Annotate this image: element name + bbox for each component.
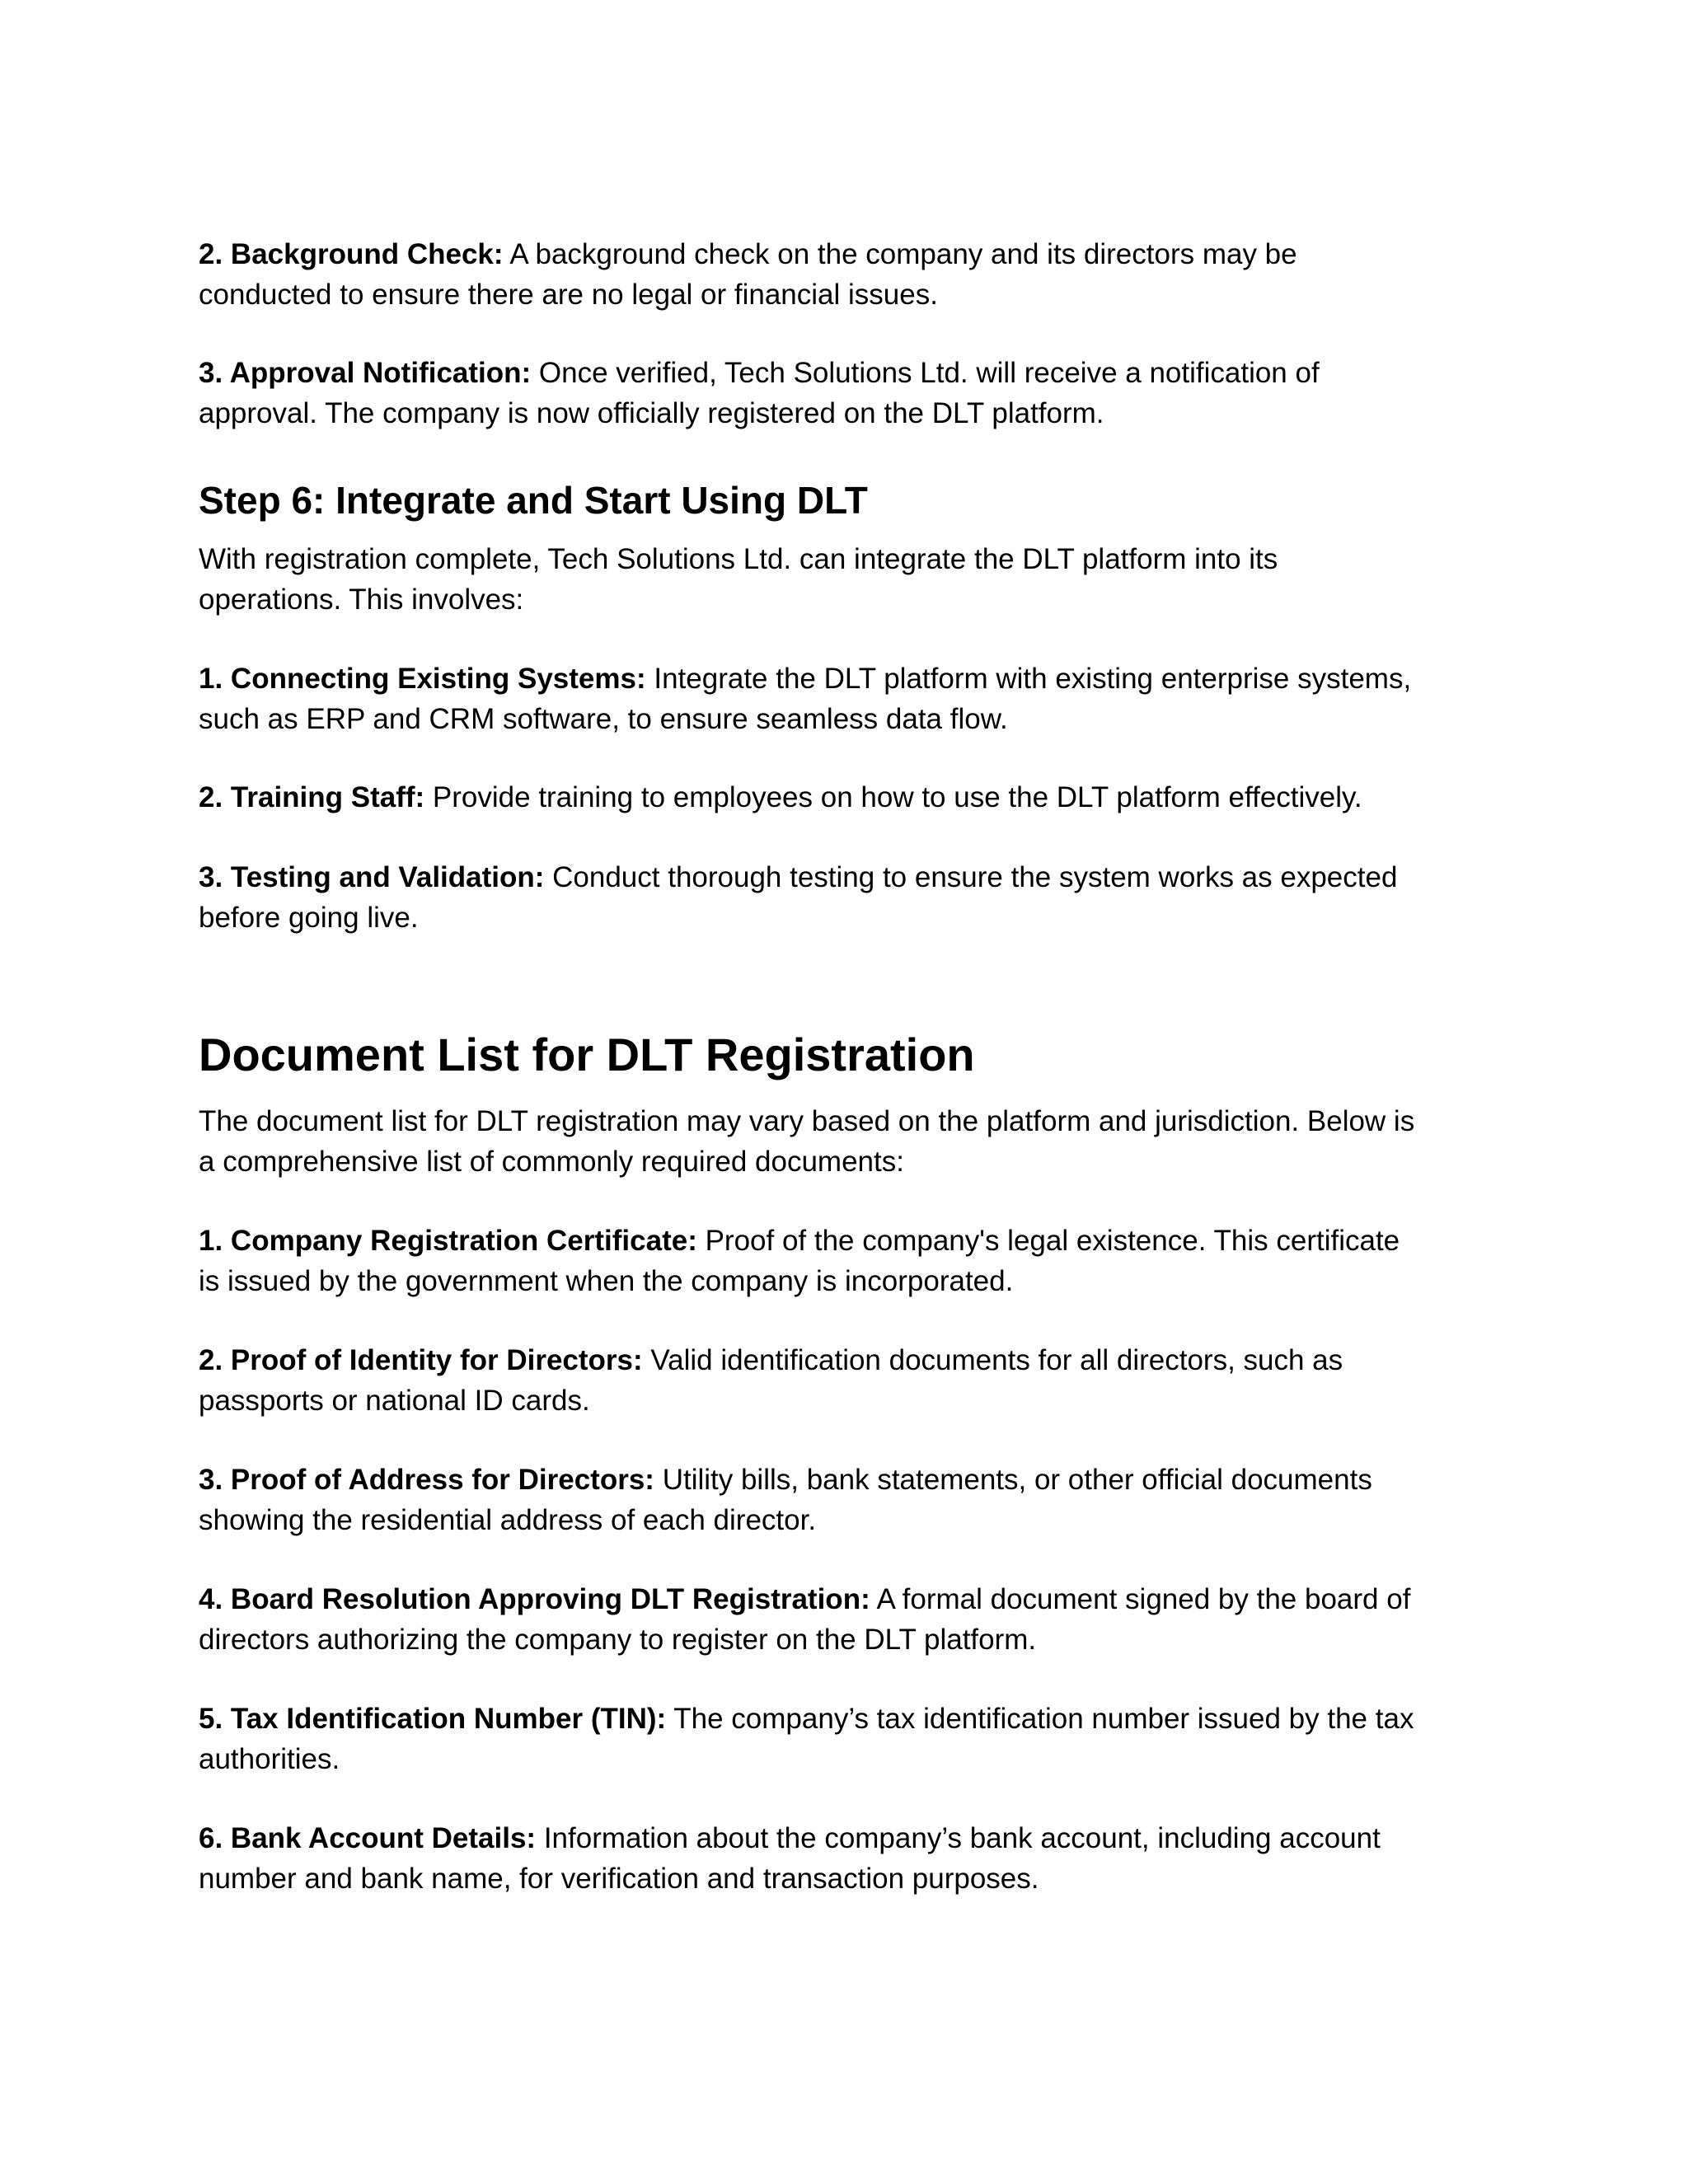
list-item-text: Conduct thorough testing to ensure the system works as expected <box>544 861 1398 893</box>
list-item-connecting-systems <box>199 658 1501 739</box>
list-item-text: Utility bills, bank statements, or other official documents <box>654 1464 1372 1496</box>
list-item-registration-certificate <box>199 1221 1501 1301</box>
list-item-line <box>199 1579 1501 1619</box>
list-item-text-continued: before going live. <box>199 902 419 934</box>
list-item-text: A formal document signed by the board of <box>870 1583 1411 1615</box>
list-item-line <box>199 857 1501 898</box>
list-item-label: 2. Proof of Identity for Directors: <box>199 1344 643 1376</box>
list-item-label: 4. Board Resolution Approving DLT Registration: <box>199 1583 870 1615</box>
list-item-text: Provide training to employees on how to use the DLT platform effectively. <box>424 781 1362 813</box>
list-item-text-continued: such as ERP and CRM software, to ensure seamless data flow. <box>199 703 1008 735</box>
list-item-line <box>199 353 1501 393</box>
list-item-text-continued: passports or national ID cards. <box>199 1385 590 1417</box>
list-item-label: 1. Company Registration Certificate: <box>199 1225 697 1257</box>
list-item-background-check <box>199 234 1501 315</box>
list-item-label: 3. Proof of Address for Directors: <box>199 1464 654 1496</box>
list-item-line <box>199 658 1501 699</box>
list-item-approval-notification <box>199 353 1501 434</box>
list-item-bank-account <box>199 1818 1501 1899</box>
list-item-label: 1. Connecting Existing Systems: <box>199 663 646 695</box>
list-item-label: 2. Background Check: <box>199 238 504 270</box>
document-list-heading: Document List for DLT Registration <box>199 1029 975 1080</box>
step6-intro-line2: operations. This involves: <box>199 583 524 616</box>
list-item-text-continued: approval. The company is now officially registered on the DLT platform. <box>199 397 1104 429</box>
list-item-text-continued: is issued by the government when the company is incorporated. <box>199 1265 1014 1297</box>
list-item-label: 5. Tax Identification Number (TIN): <box>199 1703 667 1735</box>
list-item-label: 6. Bank Account Details: <box>199 1822 537 1854</box>
list-item-text-continued: conducted to ensure there are no legal or financial issues. <box>199 279 938 311</box>
list-item-text: Valid identification documents for all directors, such as <box>642 1344 1343 1376</box>
list-item-proof-of-identity <box>199 1340 1501 1421</box>
list-item-text-continued: directors authorizing the company to register on the DLT platform. <box>199 1624 1037 1656</box>
document-list-intro <box>199 1101 1501 1182</box>
list-item-proof-of-address <box>199 1460 1501 1540</box>
list-item-text-continued: showing the residential address of each director. <box>199 1504 817 1536</box>
list-item-line <box>199 1699 1501 1739</box>
list-item-text: Integrate the DLT platform with existing enterprise systems, <box>645 663 1412 695</box>
list-item-line <box>199 1818 1501 1858</box>
list-item-label: 3. Testing and Validation: <box>199 861 545 893</box>
list-item-tax-identification <box>199 1699 1501 1779</box>
list-item-text-continued: authorities. <box>199 1743 340 1775</box>
step6-intro <box>199 539 1501 620</box>
step6-heading: Step 6: Integrate and Start Using DLT <box>199 479 868 522</box>
list-item-line <box>199 1460 1501 1500</box>
list-item-line <box>199 234 1501 274</box>
list-item-line <box>199 1340 1501 1380</box>
list-item-label: 3. Approval Notification: <box>199 357 532 389</box>
list-item-text: A background check on the company and its directors may be <box>503 238 1297 270</box>
list-item-line <box>199 1221 1501 1261</box>
list-item-text: Information about the company’s bank account, including account <box>536 1822 1381 1854</box>
document-list-intro-line2: a comprehensive list of commonly required documents: <box>199 1146 904 1178</box>
document-list-intro-line1: The document list for DLT registration may vary based on the platform and jurisdiction. Below is <box>199 1105 1415 1137</box>
list-item-text: The company’s tax identification number issued by the tax <box>666 1703 1414 1735</box>
list-item-text: Proof of the company's legal existence. This certificate <box>696 1225 1400 1257</box>
list-item-board-resolution <box>199 1579 1501 1660</box>
list-item-testing-validation <box>199 857 1501 938</box>
list-item-text: Once verified, Tech Solutions Ltd. will receive a notification of <box>531 357 1320 389</box>
list-item-line <box>199 777 1501 818</box>
list-item-label: 2. Training Staff: <box>199 781 425 813</box>
list-item-text-continued: number and bank name, for verification and transaction purposes. <box>199 1863 1039 1895</box>
list-item-training-staff <box>199 777 1501 818</box>
step6-intro-line1: With registration complete, Tech Solutions Ltd. can integrate the DLT platform into its <box>199 543 1278 575</box>
